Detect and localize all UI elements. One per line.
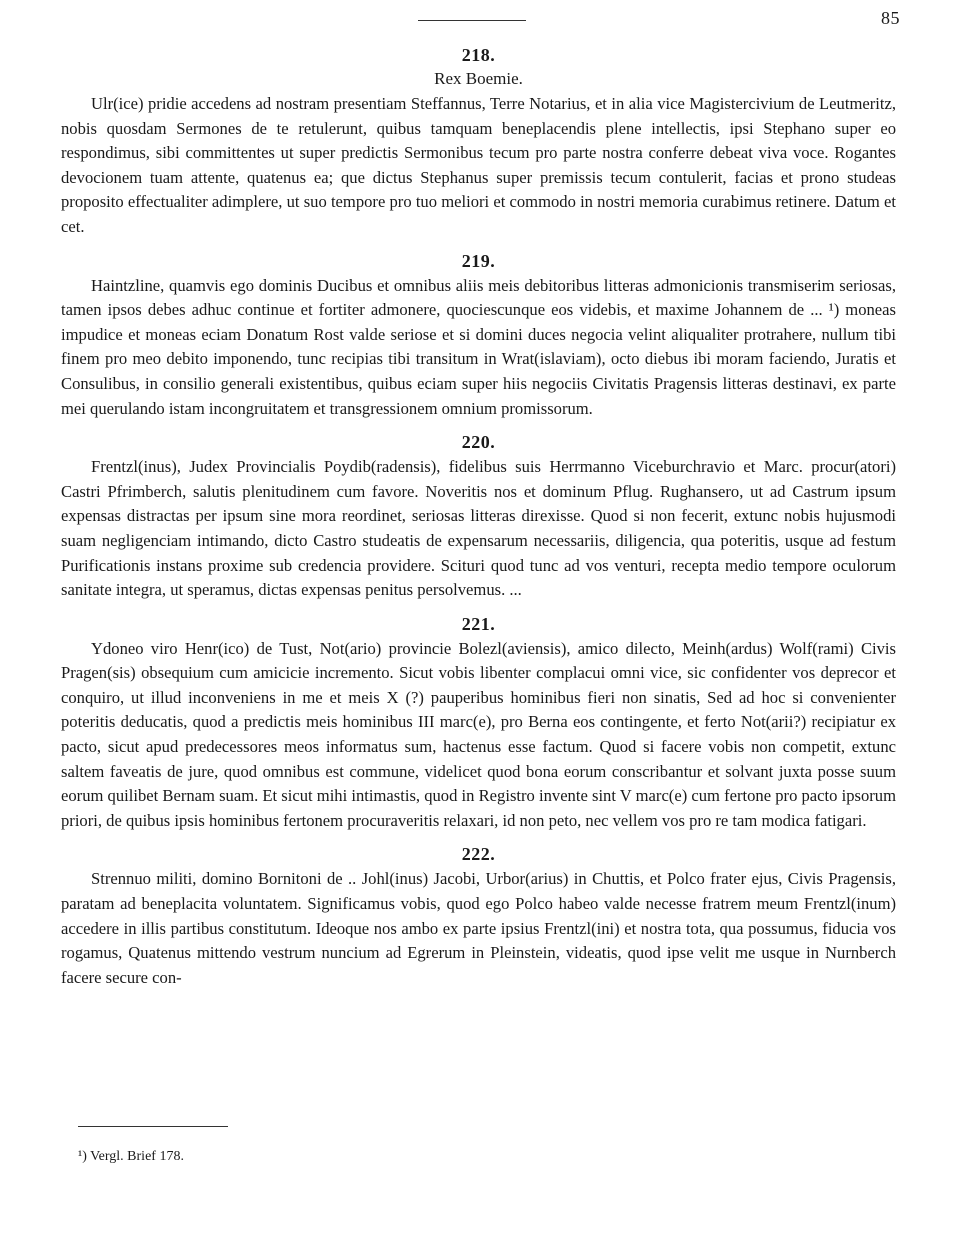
letters-body [61,44,896,1000]
letter-number: 221. [461,613,496,634]
letter-number: 219. [461,250,496,271]
letter-text: Frentzl(inus), Judex Provincialis Poydib(radensis), fidelibus suis Herrmanno Viceburchravio et Marc. procur(atori) Castri Pfrimberch, salutis plenitudinem cum favore. Noveritis nos et dominum Pflug. Rughansero, ut ad Castrum ipsum expensas distractas per ipsum sine mora reordinet, seriosas litteras direxisse. Quod si non fecerit, extunc nobis hujusmodi suam negligenciam intimando, dicto Castro studeatis de expensarum necessariis, diligencia, qua poteritis, usque ad festum Purificationis instans proxime sub credencia providere. Scituri quod tunc ad vos venturi, recepta medio tempore oculorum sanitate integra, ut speramus, dictas expensas penitus persolvemus. ... [61,457,896,600]
letter-number: 218. [461,45,496,65]
letter-text: Ulr(ice) pridie accedens ad nostram presentiam Steffannus, Terre Notarius, et in alia vice Magistercivium de Leutmeritz, nobis quosdam Sermones de te retulerunt, quibus tamquam beneplacendis plene intellectis, ipsi Stephano super eo respondimus, sibi committentes ut super predictis Sermonibus tecum pro parte nostra conferre debeat viva voce. Rogantes devocionem tuam attente, quatenus ea; que dictus Stephanus super premissis tecum contulerit, facias et prono studeas proposito effectualiter adimplere, ut suo tempore pro tuo meliori et commodo in nostri memoria curabimus retinere. Datum et cet. [61,94,896,236]
letter-number: 220. [461,432,496,453]
header-rule [418,20,526,21]
letter-text: Strennuo militi, domino Bornitoni de .. Johl(inus) Jacobi, Urbor(arius) in Chuttis, et Polco frater ejus, Civis Pragensis, paratam ad beneplacita voluntatem. Significamus vobis, quod ego Polco habeo valde necesse fratrem meum Frentzl(inum) accedere in illis partibus constitutum. Ideoque nos ambo ex parte ipsius Frentzl(ini) et nostra tota, qua possumus, fiducia vos rogamus, Quatenus mittendo vestrum nuncium ad Egrerum in Pleinstein, videatis, quod ipse velit me usque in Nurnberch facere secure con- [61,869,896,987]
letter-number: 222. [461,844,496,865]
page-number: 85 [881,8,900,28]
letter-221 [61,613,896,834]
letter-219 [61,250,896,422]
letter-text: Haintzline, quamvis ego dominis Ducibus et omnibus aliis meis debitoribus litteras admonicionis transmiserim seriosas, tamen ipsos debes adhuc continue et fortiter admonere, quociescunque eos videbis, et maxime Johannem de ... ¹) moneas impudice et moneas eciam Donatum Rost valde seriose et si domini duces negocia velint aliqualiter protrahere, nullum tibi finem pro meo debito imponendo, tunc recipias tibi transitum in Wrat(islaviam), octo diebus ibi moram faciendo, Juratis et Consulibus, in consilio generali existentibus, quibus eciam super hiis negociis Civitatis Pragensis litteras destinavi, ex parte mei querulando istam incongruitatem et transgressionem omnium promissorum. [61,275,896,418]
footnote-rule [78,1126,228,1127]
letter-220 [61,431,896,603]
letter-text: Ydoneo viro Henr(ico) de Tust, Not(ario) provincie Bolezl(aviensis), amico dilecto, Meinh(ardus) Wolf(rami) Civis Pragen(sis) obsequium cum amicicie incremento. Sicut vobis libenter complacui omni vice, sic confidenter vos deprecor et conquiro, ut illud inconveniens in me et meis X (?) pauperibus hominibus fieri non sinatis, Sed ad hoc si convenienter poteritis deducatis, quod a predictis meis hominibus III marc(e), pro Berna eos contingente, et ferto Not(arii?) recipiatur ex pacto, sicut apud predecessores meos informatus sum, hactenus esse factum. Quod si facere vobis non competit, extunc saltem faveatis de jure, quod omnibus est commune, videlicet quod bona eorum conscribantur et solvant juxta posse suum eorum quilibet Bernam suam. Et sicut mihi intimastis, quod in Registro invente sint V marc(e) cum fertone pro pacto ipsorum priori, de quibus ipsis hominibus fertonem procuraveritis relaxari, id non peto, nec vellem vos pro re tam modica fatigari. [61,638,896,830]
letter-recipient: Rex Boemie. [434,69,523,88]
letter-218 [61,44,896,240]
footnote: ¹) Vergl. Brief 178. [78,1149,184,1164]
letter-222 [61,843,896,990]
